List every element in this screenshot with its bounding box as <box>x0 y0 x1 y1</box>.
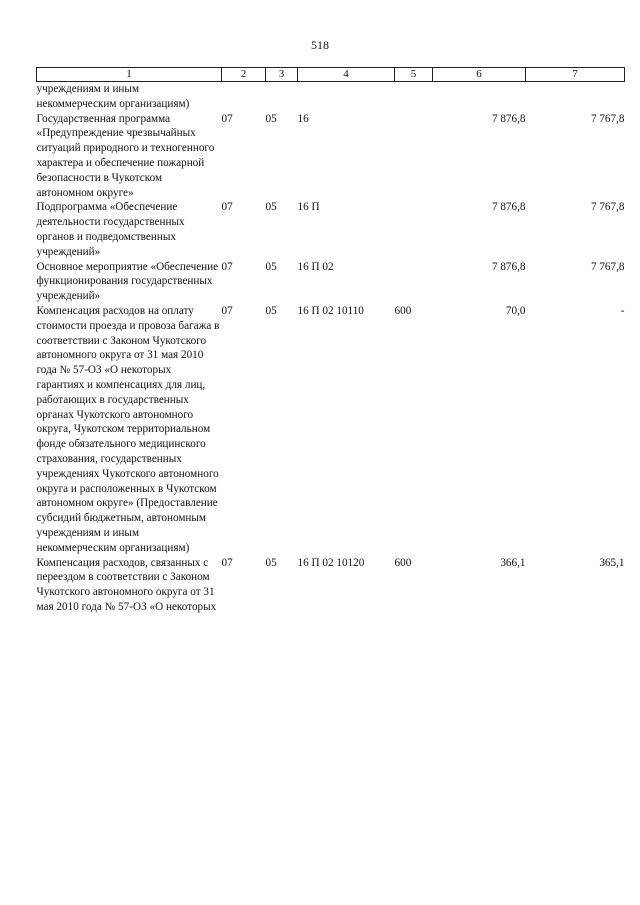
row-name: Государственная программа «Предупреждение чрезвычайных ситуаций природного и техногенного характера и обеспечение пожарной безопасности в Чукотском автономном округе» <box>36 112 215 199</box>
header-row <box>37 68 625 82</box>
row-section: 07 <box>221 201 233 214</box>
row-amount-1: 7 876,8 <box>491 112 526 125</box>
row-subsection: 05 <box>265 556 277 569</box>
row-subsection: 05 <box>265 260 277 273</box>
table-row <box>37 200 625 259</box>
row-name: Компенсация расходов, связанных с переездом в соответствии с Законом Чукотского автономного округа от 31 мая 2010 года № 57-ОЗ «О некоторых <box>36 556 217 613</box>
row-amount-2: - <box>620 304 625 317</box>
row-section: 07 <box>221 304 233 317</box>
row-subsection: 05 <box>265 112 277 125</box>
row-expense-type <box>395 82 433 112</box>
row-name: учреждениям и иным некоммерческим организациям) <box>36 83 190 110</box>
column-header-7: 7 <box>526 68 625 82</box>
budget-table <box>36 67 625 615</box>
table-row <box>37 304 625 556</box>
row-amount-1: 7 876,8 <box>491 201 526 214</box>
row-name: Компенсация расходов на оплату стоимости проезда и провоза багажа в соответствии с Законом Чукотского автономного округа от 31 мая 2010 года № 57-ОЗ «О некоторых гарантиях и компенсациях для лиц, работающих в государственных органах Чукотского автономного округа, Чукотском территориальном фонде обязательного медицинского страхования, государственных учреждениях Чукотского автономного округа и расположенных в Чукотском автономном округе» (Предоставление субсидий бюджетным, автономным учреждениям и иным некоммерческим организациям) <box>36 304 220 554</box>
row-name: Подпрограмма «Обеспечение деятельности государственных органов и подведомственных учреждений» <box>36 201 185 258</box>
row-expense-type: 600 <box>394 556 412 569</box>
row-amount-2: 7 767,8 <box>590 201 625 214</box>
row-target-code: 16 П 02 <box>297 260 334 273</box>
row-amount-2 <box>526 82 625 112</box>
row-amount-1: 70,0 <box>505 304 526 317</box>
row-section: 07 <box>221 556 233 569</box>
row-expense-type <box>395 260 433 304</box>
page-number: 518 <box>311 38 329 52</box>
row-target-code: 16 П 02 10120 <box>297 556 365 569</box>
row-expense-type <box>395 112 433 201</box>
table-row <box>37 260 625 304</box>
row-amount-1: 366,1 <box>500 556 526 569</box>
row-amount-2: 7 767,8 <box>590 112 625 125</box>
row-subsection: 05 <box>265 201 277 214</box>
row-target-code: 16 <box>297 112 309 125</box>
row-section: 07 <box>221 260 233 273</box>
row-expense-type: 600 <box>394 304 412 317</box>
row-amount-1 <box>433 82 526 112</box>
row-subsection <box>266 82 298 112</box>
row-section: 07 <box>221 112 233 125</box>
row-amount-2: 365,1 <box>599 556 625 569</box>
row-target-code <box>298 82 395 112</box>
table-row <box>37 82 625 112</box>
row-section <box>222 82 266 112</box>
column-header-2: 2 <box>222 68 266 82</box>
row-target-code: 16 П 02 10110 <box>297 304 364 317</box>
row-subsection: 05 <box>265 304 277 317</box>
row-target-code: 16 П <box>297 201 320 214</box>
column-header-4: 4 <box>298 68 395 82</box>
row-expense-type <box>395 200 433 259</box>
row-amount-1: 7 876,8 <box>491 260 526 273</box>
column-header-1: 1 <box>37 68 222 82</box>
column-header-5: 5 <box>395 68 433 82</box>
row-name: Основное мероприятие «Обеспечение функционирования государственных учреждений» <box>36 260 219 303</box>
column-header-3: 3 <box>266 68 298 82</box>
table-row <box>37 556 625 615</box>
column-header-6: 6 <box>433 68 526 82</box>
row-amount-2: 7 767,8 <box>590 260 625 273</box>
table-row <box>37 112 625 201</box>
